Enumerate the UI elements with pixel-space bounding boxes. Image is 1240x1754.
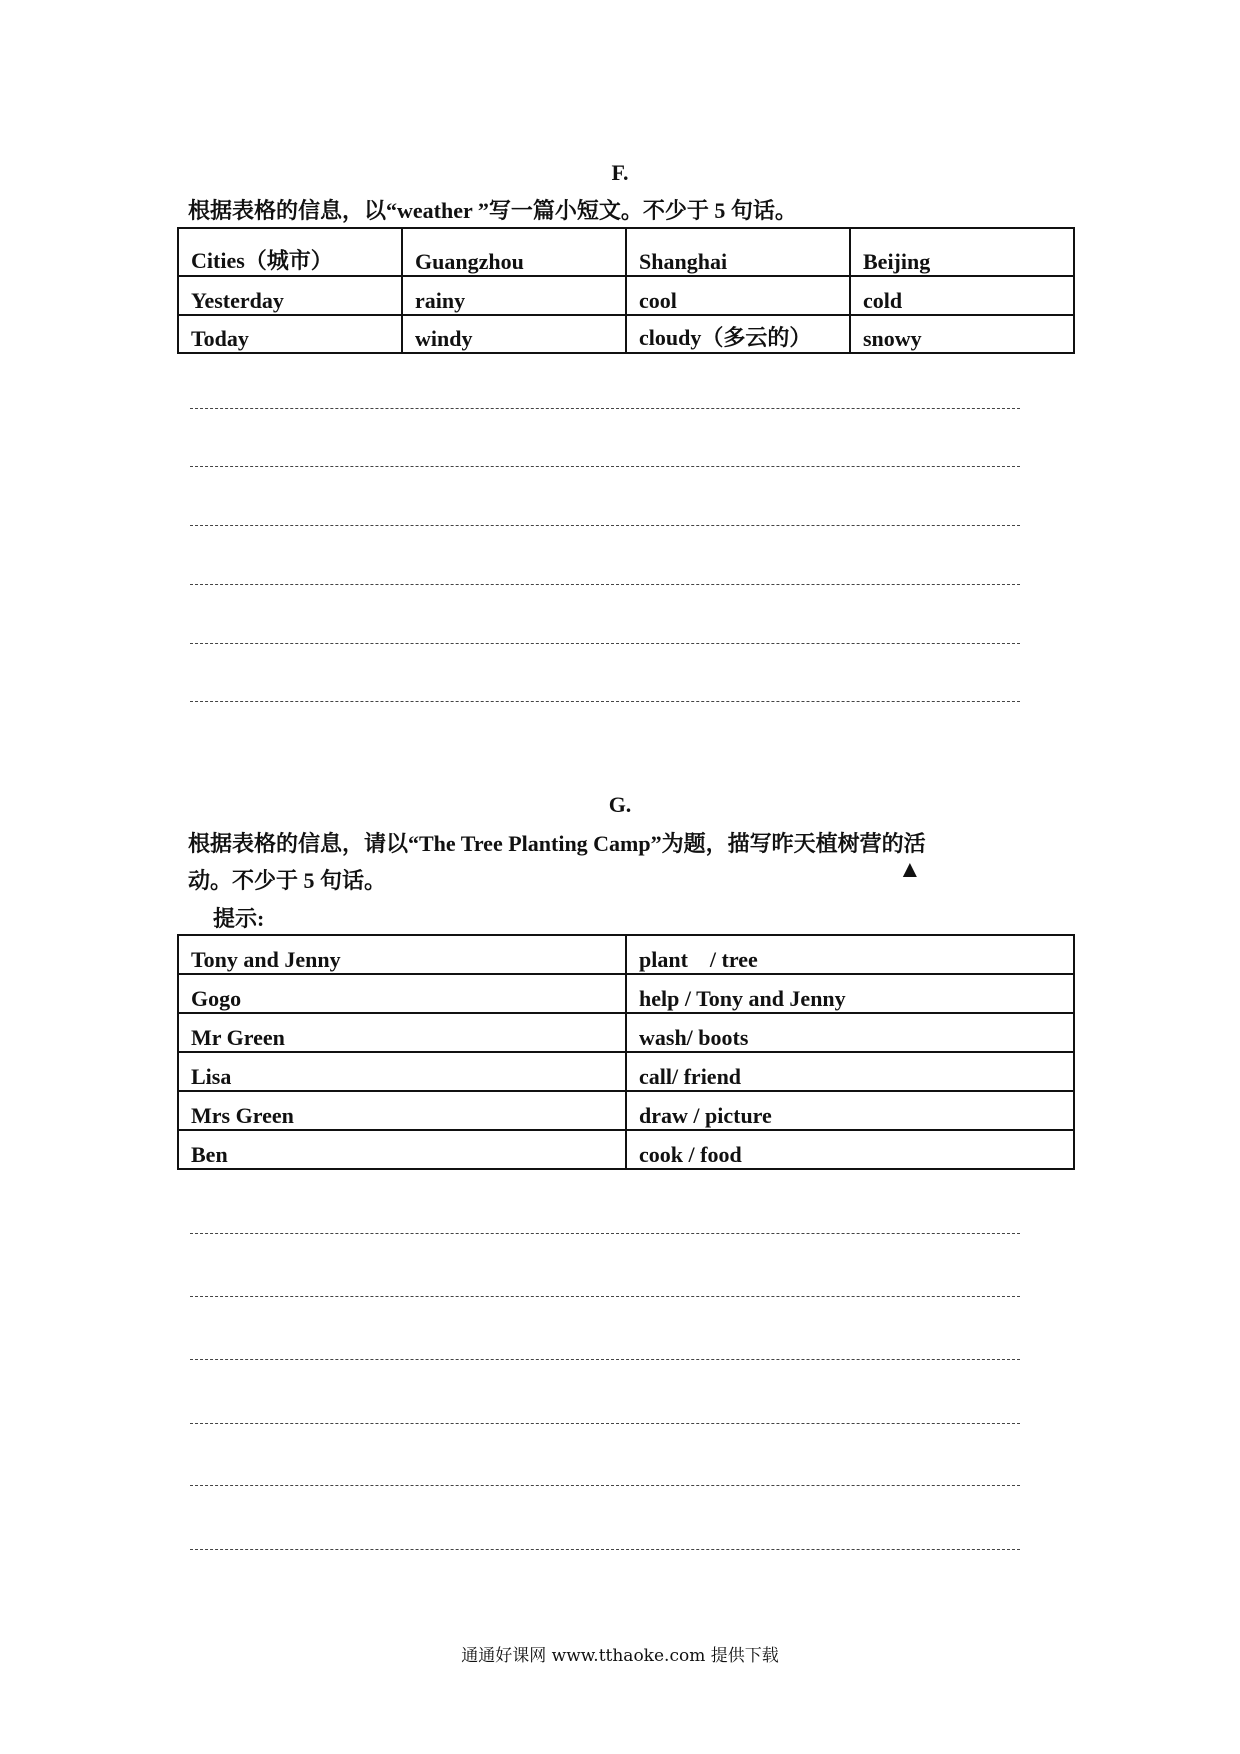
- table-cell: call/ friend: [626, 1052, 1074, 1091]
- table-cell: wash/ boots: [626, 1013, 1074, 1052]
- table-cell: Ben: [178, 1130, 626, 1169]
- writing-line[interactable]: [190, 584, 1020, 585]
- section-f-instruction: 根据表格的信息，以“weather ”写一篇小短文。不少于 5 句话。: [188, 198, 797, 223]
- table-row: [178, 315, 1074, 353]
- table-cell: Mr Green: [178, 1013, 626, 1052]
- writing-line[interactable]: [190, 1423, 1020, 1424]
- table-cell: Guangzhou: [402, 228, 626, 276]
- table-cell: cool: [626, 276, 850, 315]
- table-cell: rainy: [402, 276, 626, 315]
- table-row: [178, 228, 1074, 276]
- table-cell: Today: [178, 315, 402, 353]
- writing-line[interactable]: [190, 1233, 1020, 1234]
- table-cell: Yesterday: [178, 276, 402, 315]
- table-cell: windy: [402, 315, 626, 353]
- table-row: [178, 935, 1074, 974]
- table-cell: Beijing: [850, 228, 1074, 276]
- section-f-label: F.: [611, 160, 629, 185]
- section-g-instruction-line1: 根据表格的信息，请以“The Tree Planting Camp”为题，描写昨天植树营的活: [188, 831, 926, 856]
- weather-table: [177, 227, 1075, 354]
- table-row: [178, 974, 1074, 1013]
- table-cell: Gogo: [178, 974, 626, 1013]
- table-cell: draw / picture: [626, 1091, 1074, 1130]
- writing-line[interactable]: [190, 1549, 1020, 1550]
- writing-line[interactable]: [190, 1485, 1020, 1486]
- writing-line[interactable]: [190, 466, 1020, 467]
- writing-line[interactable]: [190, 643, 1020, 644]
- writing-line[interactable]: [190, 525, 1020, 526]
- table-row: [178, 1052, 1074, 1091]
- table-cell: Tony and Jenny: [178, 935, 626, 974]
- footer-source-note: 通通好课网 www.tthaoke.com 提供下载: [461, 1646, 779, 1666]
- table-row: [178, 1091, 1074, 1130]
- hint-label: 提示:: [213, 906, 265, 931]
- writing-line[interactable]: [190, 701, 1020, 702]
- table-cell: Shanghai: [626, 228, 850, 276]
- table-row: [178, 276, 1074, 315]
- table-cell: cold: [850, 276, 1074, 315]
- writing-line[interactable]: [190, 408, 1020, 409]
- section-g-instruction-line2: 动。不少于 5 句话。: [188, 868, 387, 893]
- table-cell: Cities（城市）: [178, 228, 402, 276]
- table-cell: Lisa: [178, 1052, 626, 1091]
- table-cell: plant / tree: [626, 935, 1074, 974]
- table-row: [178, 1013, 1074, 1052]
- writing-line[interactable]: [190, 1359, 1020, 1360]
- writing-line[interactable]: [190, 1296, 1020, 1297]
- activity-table: [177, 934, 1075, 1170]
- table-cell: help / Tony and Jenny: [626, 974, 1074, 1013]
- table-row: [178, 1130, 1074, 1169]
- table-cell: snowy: [850, 315, 1074, 353]
- table-cell: cook / food: [626, 1130, 1074, 1169]
- triangle-marker-icon: ▲: [898, 857, 922, 883]
- table-cell: Mrs Green: [178, 1091, 626, 1130]
- table-cell: cloudy（多云的）: [626, 315, 850, 353]
- section-g-label: G.: [608, 792, 632, 817]
